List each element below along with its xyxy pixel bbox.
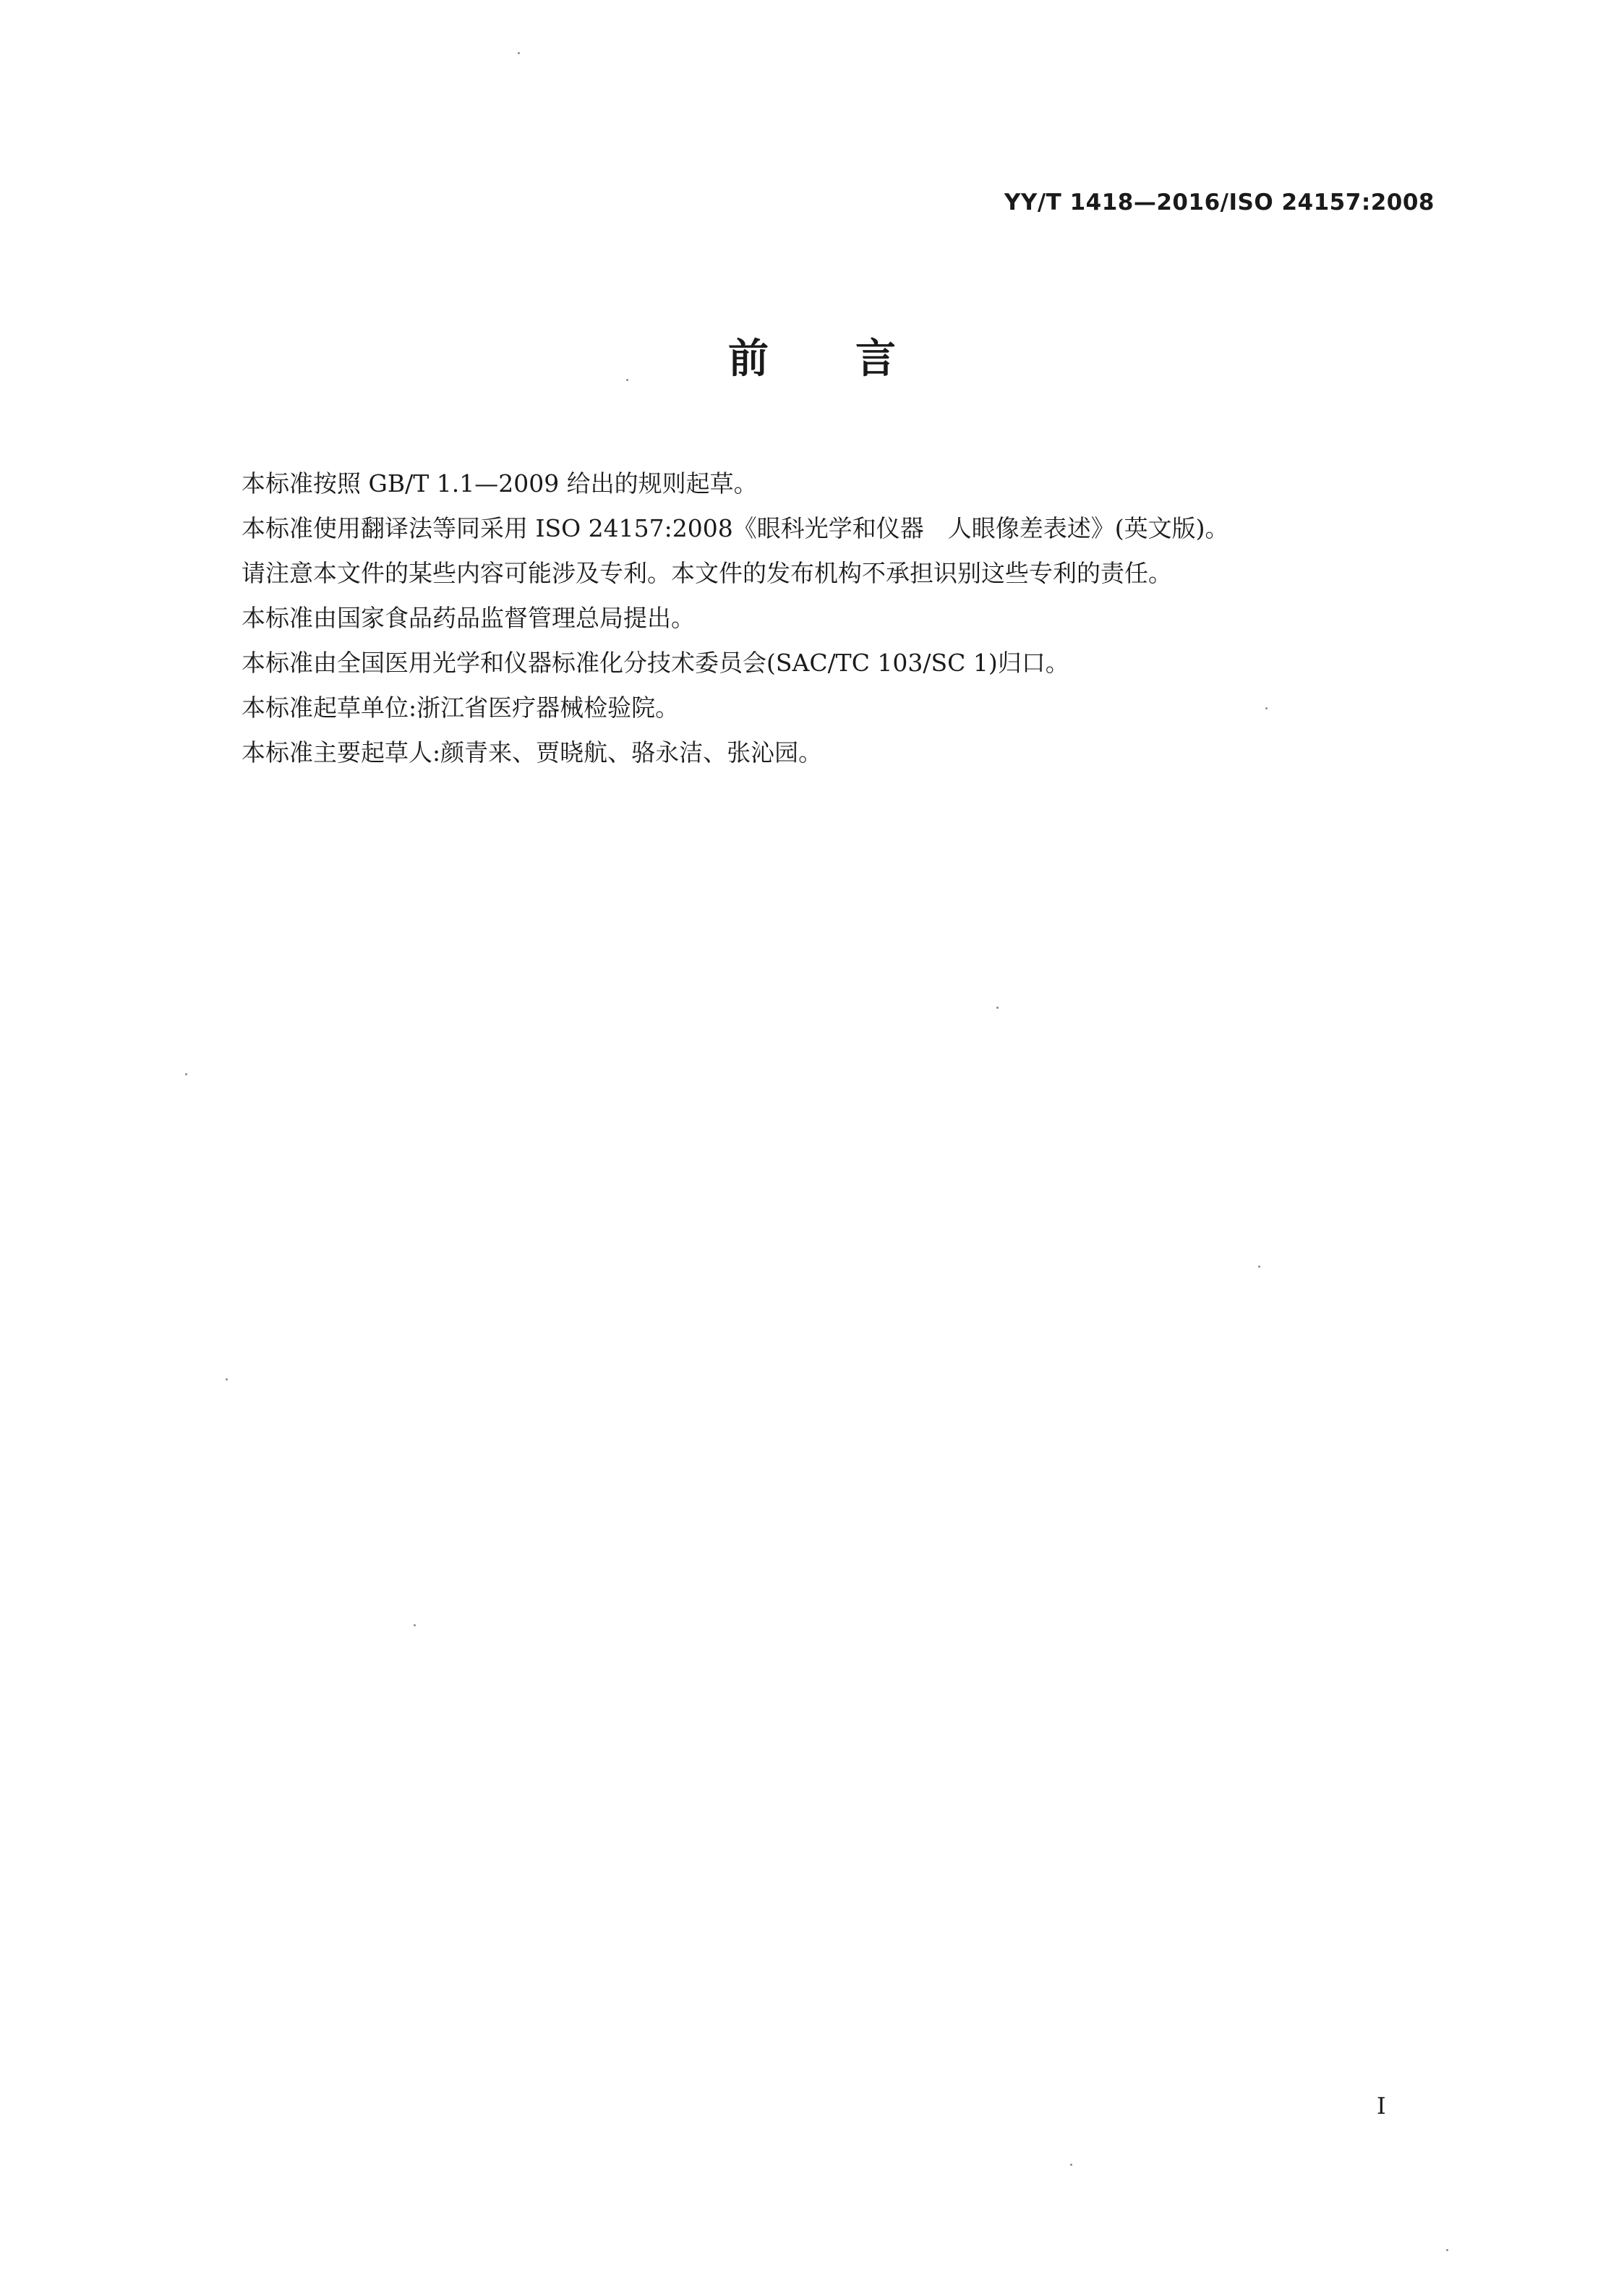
page-number: I: [1377, 2092, 1386, 2120]
scan-speck: [1070, 2164, 1072, 2166]
paragraph-adoption: 本标准使用翻译法等同采用 ISO 24157:2008《眼科光学和仪器 人眼像差表述》(英文版)。: [242, 514, 1229, 542]
scan-speck: [1265, 707, 1268, 709]
scan-speck: [996, 1007, 999, 1009]
paragraph-drafting-organization: 本标准起草单位:浙江省医疗器械检验院。: [242, 694, 680, 722]
scan-speck: [1446, 2249, 1448, 2251]
scan-speck: [518, 52, 520, 54]
paragraph-drafters: 本标准主要起草人:颜青来、贾晓航、骆永洁、张沁园。: [242, 738, 823, 767]
page-title: 前言: [728, 336, 983, 383]
paragraph-technical-committee: 本标准由全国医用光学和仪器标准化分技术委员会(SAC/TC 103/SC 1)归口。: [242, 649, 1069, 677]
scan-speck: [626, 379, 628, 381]
foreword-body: [242, 461, 1442, 775]
paragraph-proposer: 本标准由国家食品药品监督管理总局提出。: [242, 604, 695, 632]
scan-speck: [1258, 1266, 1260, 1268]
scan-speck: [226, 1378, 228, 1381]
paragraph-drafting-rules: 本标准按照 GB/T 1.1—2009 给出的规则起草。: [242, 469, 758, 498]
standard-number-header: YY/T 1418—2016/ISO 24157:2008: [1004, 189, 1435, 216]
scan-speck: [185, 1073, 187, 1075]
scan-speck: [414, 1624, 416, 1626]
paragraph-patent-notice: 请注意本文件的某些内容可能涉及专利。本文件的发布机构不承担识别这些专利的责任。: [242, 559, 1172, 587]
